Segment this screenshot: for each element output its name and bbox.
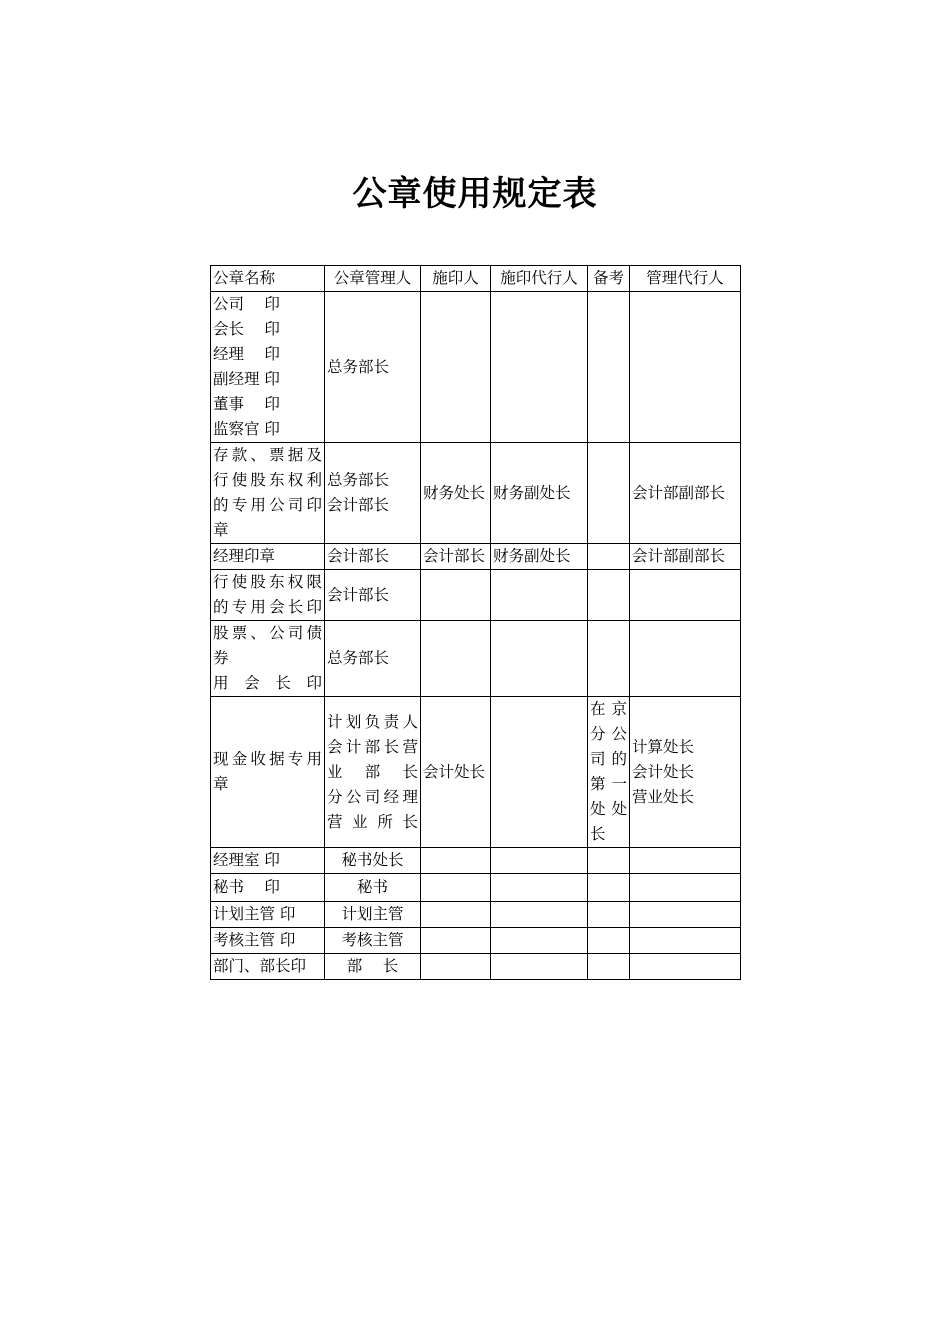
cell-seal-manager (325, 954, 421, 980)
cell-manage-deputy (630, 292, 741, 443)
cell-stamper (421, 292, 491, 443)
cell-remark (588, 848, 630, 874)
cell-seal-name (211, 443, 325, 544)
cell-seal-manager-line: 秘书处长 (341, 851, 404, 869)
cell-stamper-deputy (491, 928, 588, 954)
table-row (211, 292, 741, 443)
table-row (211, 848, 741, 874)
cell-seal-name (211, 954, 325, 980)
cell-stamper (421, 697, 491, 848)
cell-seal-manager-line: 会计部长 (327, 547, 390, 565)
cell-stamper-line: 财务处长 (423, 483, 486, 502)
cell-stamper-deputy (491, 902, 588, 928)
cell-seal-name (211, 621, 325, 697)
cell-remark-line: 长 (590, 825, 606, 843)
cell-manage-deputy-line: 营业处长 (632, 787, 695, 806)
cell-seal-name-line: 部门、部长印 (213, 957, 307, 975)
cell-seal-manager (325, 544, 421, 570)
cell-stamper (421, 621, 491, 697)
cell-seal-name-line: 的专用会长印 (213, 598, 322, 616)
cell-remark (588, 544, 630, 570)
cell-remark (588, 443, 630, 544)
cell-seal-name (211, 874, 325, 902)
cell-manage-deputy (630, 848, 741, 874)
cell-seal-name-line: 的专用公司印 (213, 496, 322, 514)
cell-stamper-deputy (491, 621, 588, 697)
cell-seal-manager-line: 会计部长 (327, 585, 390, 604)
header-remark: 备考 (588, 266, 630, 292)
cell-seal-name-line: 现金收据专用 (213, 750, 322, 768)
table-row (211, 621, 741, 697)
cell-remark-line: 第一 (590, 775, 627, 793)
cell-seal-name (211, 292, 325, 443)
cell-manage-deputy (630, 874, 741, 902)
cell-seal-manager (325, 928, 421, 954)
cell-stamper-line: 会计处长 (423, 762, 486, 781)
cell-seal-name-line: 行使股东权限 (213, 573, 322, 591)
cell-seal-manager-line: 营业所长 (327, 812, 418, 831)
cell-stamper (421, 570, 491, 621)
cell-seal-manager-line: 业部长 (327, 762, 418, 781)
cell-seal-manager-line: 计划负责人 (327, 712, 418, 731)
cell-seal-name-line: 股票、公司债 (213, 624, 322, 642)
cell-remark (588, 902, 630, 928)
header-stamper: 施印人 (421, 266, 491, 292)
cell-remark (588, 954, 630, 980)
cell-manage-deputy (630, 443, 741, 544)
cell-stamper-deputy (491, 954, 588, 980)
cell-seal-manager (325, 443, 421, 544)
table-row (211, 902, 741, 928)
table-row (211, 544, 741, 570)
cell-manage-deputy (630, 902, 741, 928)
cell-seal-name-line: 经理室 印 (213, 851, 280, 869)
cell-seal-name-line: 副经理 印 (213, 370, 280, 388)
table-header-row (211, 266, 741, 292)
cell-stamper-deputy (491, 443, 588, 544)
table-row (211, 443, 741, 544)
cell-seal-name-line: 考核主管 印 (213, 931, 296, 949)
cell-manage-deputy-line: 计算处长 (632, 737, 695, 756)
cell-seal-name (211, 697, 325, 848)
cell-remark (588, 874, 630, 902)
cell-seal-name (211, 928, 325, 954)
header-stamper-deputy: 施印代行人 (491, 266, 588, 292)
cell-seal-manager-line: 总务部长 (327, 471, 390, 489)
table-row (211, 928, 741, 954)
cell-seal-name-line: 存款、票据及 (213, 446, 322, 464)
cell-seal-manager (325, 570, 421, 621)
cell-seal-manager (325, 621, 421, 697)
cell-remark-line: 分公 (590, 725, 627, 743)
cell-seal-manager-line: 部 长 (346, 957, 399, 975)
cell-remark-line: 司的 (590, 750, 627, 768)
cell-stamper (421, 848, 491, 874)
cell-stamper-deputy-line: 财务副处长 (493, 547, 571, 565)
cell-seal-name (211, 848, 325, 874)
cell-manage-deputy-line: 会计部副部长 (632, 483, 726, 502)
table-row (211, 954, 741, 980)
cell-seal-manager (325, 902, 421, 928)
cell-remark (588, 928, 630, 954)
cell-seal-name-line: 秘书 印 (213, 878, 280, 896)
cell-remark (588, 697, 630, 848)
cell-stamper (421, 443, 491, 544)
cell-stamper (421, 954, 491, 980)
cell-seal-name-line: 公司 印 (213, 295, 280, 313)
cell-seal-manager (325, 697, 421, 848)
cell-seal-name (211, 570, 325, 621)
cell-seal-manager-line: 会计部长 (327, 496, 390, 514)
table-row (211, 570, 741, 621)
cell-stamper-line: 会计部长 (423, 547, 486, 565)
header-manage-deputy: 管理代行人 (630, 266, 741, 292)
cell-stamper-deputy (491, 570, 588, 621)
cell-seal-name-line: 行使股东权利 (213, 471, 322, 489)
cell-stamper-deputy (491, 292, 588, 443)
cell-seal-name-line: 用会长印 (213, 674, 322, 692)
cell-stamper-deputy-line: 财务副处长 (493, 483, 571, 502)
cell-seal-manager (325, 874, 421, 902)
cell-seal-manager-line: 会计部长营 (327, 737, 418, 756)
cell-manage-deputy (630, 621, 741, 697)
cell-stamper (421, 902, 491, 928)
header-seal-name: 公章名称 (211, 266, 325, 292)
header-seal-manager: 公章管理人 (325, 266, 421, 292)
cell-seal-manager-line: 分公司经理 (327, 787, 418, 806)
cell-seal-manager (325, 848, 421, 874)
cell-seal-name-line: 董事 印 (213, 395, 280, 413)
cell-stamper-deputy (491, 848, 588, 874)
cell-remark (588, 292, 630, 443)
table-row (211, 697, 741, 848)
cell-stamper (421, 874, 491, 902)
cell-manage-deputy (630, 544, 741, 570)
cell-seal-manager-line: 考核主管 (341, 931, 404, 949)
seal-usage-table (210, 265, 741, 980)
cell-stamper-deputy (491, 544, 588, 570)
table-row (211, 874, 741, 902)
cell-seal-name (211, 902, 325, 928)
cell-seal-name-line: 券 (213, 649, 229, 667)
cell-stamper (421, 544, 491, 570)
cell-seal-name-line: 经理印章 (213, 547, 276, 565)
cell-seal-name-line: 章 (213, 521, 229, 539)
cell-seal-name-line: 章 (213, 775, 229, 793)
cell-remark-line: 处处 (590, 800, 627, 818)
cell-seal-manager-line: 秘书 (356, 878, 388, 896)
cell-manage-deputy (630, 697, 741, 848)
cell-seal-name-line: 会长 印 (213, 320, 280, 338)
cell-seal-name (211, 544, 325, 570)
cell-stamper (421, 928, 491, 954)
cell-seal-manager (325, 292, 421, 443)
document-title: 公章使用规定表 (352, 174, 598, 214)
cell-seal-manager-line: 总务部长 (327, 649, 390, 667)
cell-manage-deputy-line: 会计处长 (632, 762, 695, 781)
cell-seal-name-line: 监察官 印 (213, 420, 280, 438)
cell-manage-deputy (630, 570, 741, 621)
cell-stamper-deputy (491, 874, 588, 902)
cell-manage-deputy (630, 954, 741, 980)
cell-seal-name-line: 计划主管 印 (213, 905, 296, 923)
cell-manage-deputy-line: 会计部副部长 (632, 547, 726, 565)
cell-remark-line: 在京 (590, 700, 627, 718)
cell-manage-deputy (630, 928, 741, 954)
cell-remark (588, 570, 630, 621)
cell-seal-manager-line: 计划主管 (341, 905, 404, 923)
cell-remark (588, 621, 630, 697)
cell-seal-manager-line: 总务部长 (327, 357, 390, 376)
cell-seal-name-line: 经理 印 (213, 345, 280, 363)
cell-stamper-deputy (491, 697, 588, 848)
